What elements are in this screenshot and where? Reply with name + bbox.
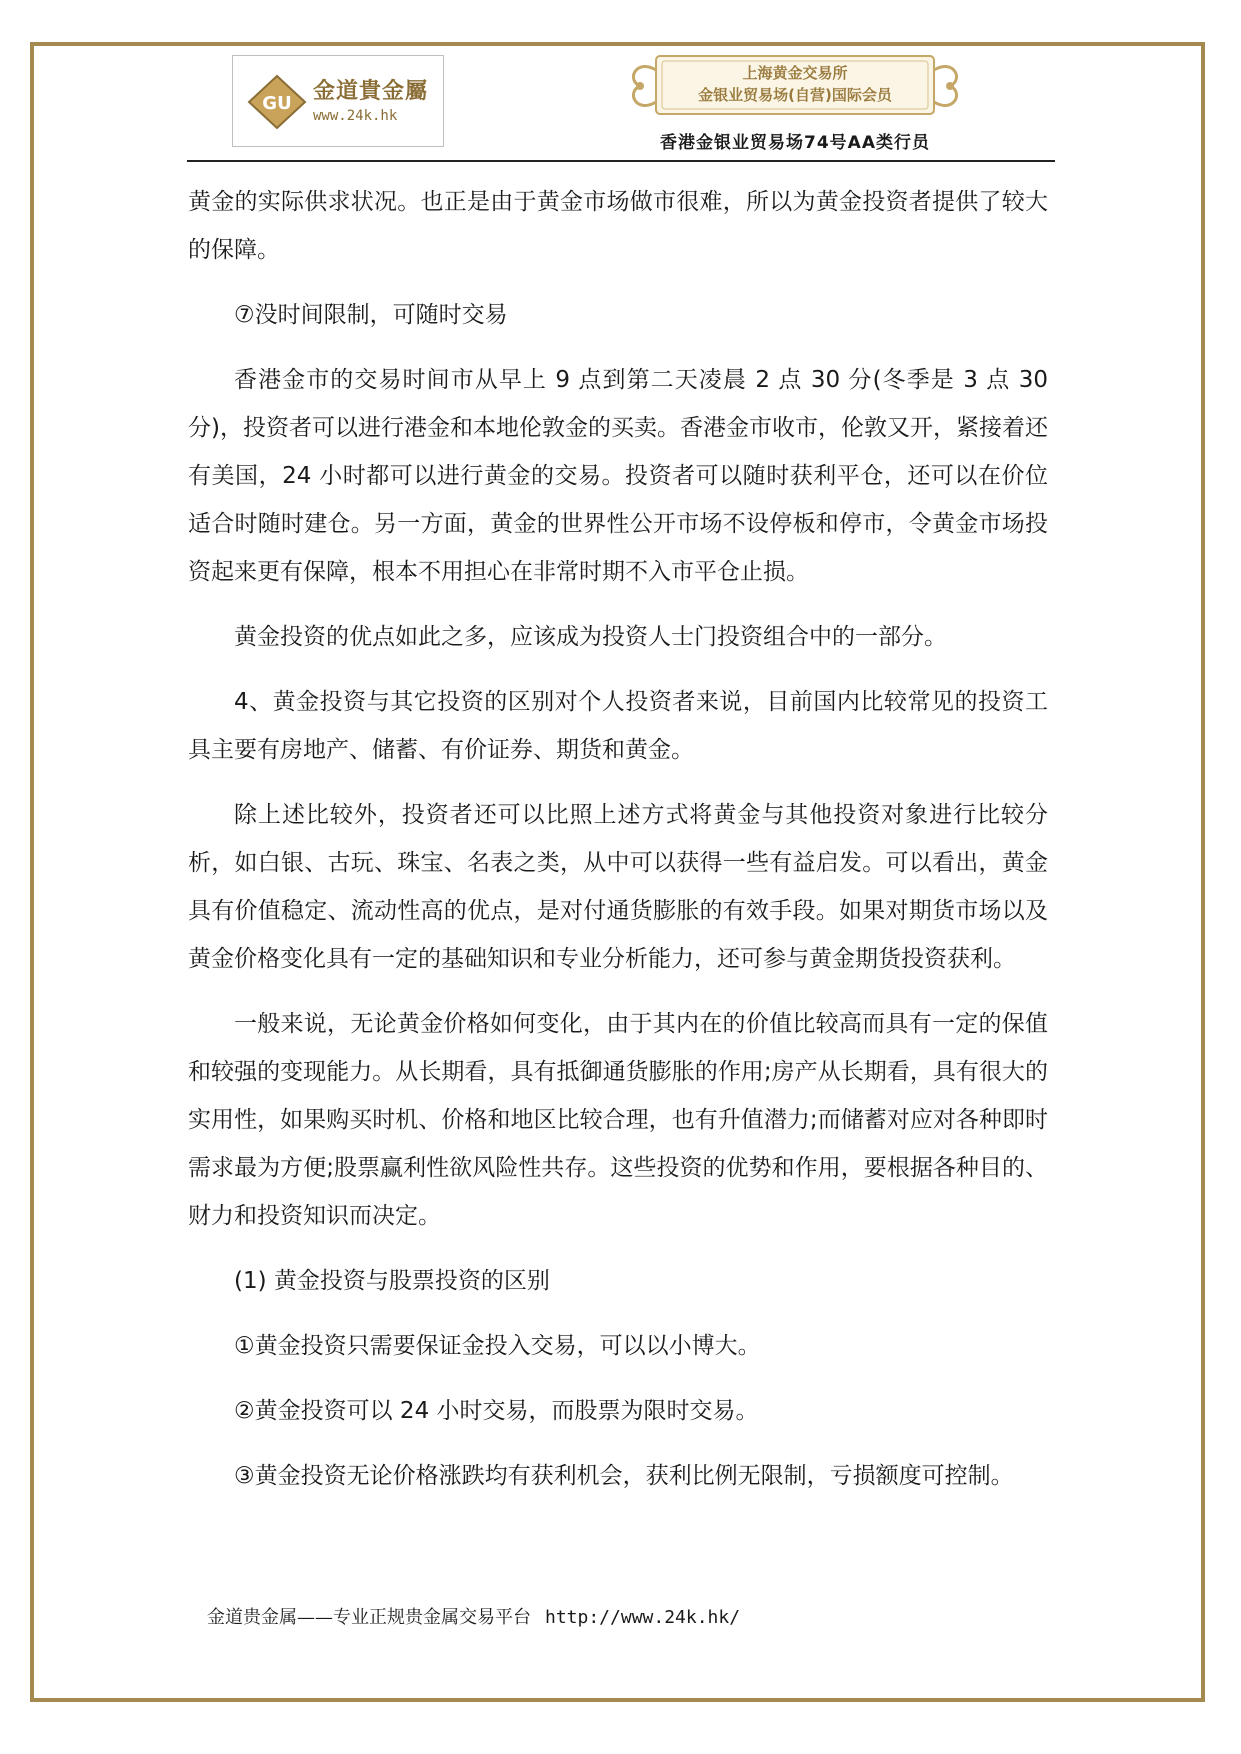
emblem-line-1: 上海黄金交易所 xyxy=(742,64,848,82)
paragraph: ③黄金投资无论价格涨跌均有获利机会，获利比例无限制，亏损额度可控制。 xyxy=(234,1463,1014,1489)
footer-url[interactable]: http://www.24k.hk/ xyxy=(545,1607,741,1628)
page-footer xyxy=(207,1603,740,1629)
paragraph: ②黄金投资可以 24 小时交易，而股票为限时交易。 xyxy=(234,1398,759,1424)
paragraph: 除上述比较外，投资者还可以比照上述方式将黄金与其他投资对象进行比较分析，如白银、古玩、珠宝、名表之类，从中可以获得一些有益启发。可以看出，黄金具有价值稳定、流动性高的优点，是对付通货膨胀的有效手段。如果对期货市场以及黄金价格变化具有一定的基础知识和专业分析能力，还可参与黄金期货投资获利。 xyxy=(188,802,1048,972)
document-body xyxy=(188,178,1048,1517)
paragraph: 4、黄金投资与其它投资的区别对个人投资者来说，目前国内比较常见的投资工具主要有房地产、储蓄、有价证券、期货和黄金。 xyxy=(188,689,1048,763)
paragraph: ①黄金投资只需要保证金投入交易，可以以小博大。 xyxy=(234,1333,761,1359)
gu-badge-icon xyxy=(247,74,307,130)
membership-emblem xyxy=(620,50,970,154)
logo-url: www.24k.hk xyxy=(313,108,398,124)
paragraph: 香港金市的交易时间市从早上 9 点到第二天凌晨 2 点 30 分(冬季是 3 点 30 分)，投资者可以进行港金和本地伦敦金的买卖。香港金市收市，伦敦又开，紧接着还有美国，24 小时都可以进行黄金的交易。投资者可以随时获利平仓，还可以在价位适合时随时建仓。另一方面，黄金的世界性公开市场不设停板和停市，令黄金市场投资起来更有保障，根本不用担心在非常时期不入市平仓止损。 xyxy=(188,367,1048,585)
footer-text: 金道贵金属——专业正规贵金属交易平台 xyxy=(207,1607,531,1628)
emblem-line-2: 金银业贸易场(自营)国际会员 xyxy=(698,86,892,104)
paragraph: 黄金的实际供求状况。也正是由于黄金市场做市很难，所以为黄金投资者提供了较大的保障。 xyxy=(188,189,1048,263)
paragraph: 一般来说，无论黄金价格如何变化，由于其内在的价值比较高而具有一定的保值和较强的变现能力。从长期看，具有抵御通货膨胀的作用;房产从长期看，具有很大的实用性，如果购买时机、价格和地区比较合理，也有升值潜力;而储蓄对应对各种即时需求最为方便;股票赢利性欲风险性共存。这些投资的优势和作用，要根据各种目的、财力和投资知识而决定。 xyxy=(188,1011,1048,1229)
logo-name: 金道貴金屬 xyxy=(313,79,429,104)
company-logo xyxy=(232,55,444,147)
paragraph: ⑦没时间限制，可随时交易 xyxy=(234,302,508,328)
paragraph: (1) 黄金投资与股票投资的区别 xyxy=(234,1268,550,1294)
emblem-caption: 香港金银业贸易场74号AA类行员 xyxy=(660,133,930,153)
paragraph: 黄金投资的优点如此之多，应该成为投资人士门投资组合中的一部分。 xyxy=(234,624,947,650)
header-divider xyxy=(187,160,1055,162)
badge-text: GU xyxy=(262,93,292,114)
